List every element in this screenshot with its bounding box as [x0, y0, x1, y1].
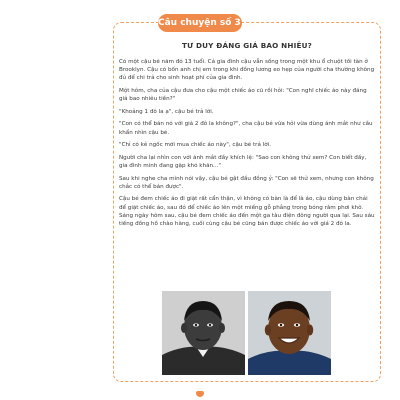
story-body	[119, 58, 375, 233]
paragraph: "Khoảng 1 đô la ạ", cậu bé trả lời.	[119, 108, 214, 115]
page-decoration-icon	[196, 391, 204, 397]
paragraph: "Con có thể bán nó với giá 2 đô la không?", cha cậu bé vừa hỏi vừa dùng ánh mắt như cầu khẩn nhìn cậu bé.	[119, 121, 373, 136]
paragraph: Người cha lại nhìn con với ánh mắt đầy khích lệ: "Sao con không thử xem? Con biết đấy, gia đình mình đang gặp khó khăn..."	[119, 154, 367, 169]
boy-portrait-color-photo	[248, 291, 331, 375]
paragraph: Cậu bé đem chiếc áo đi giặt rất cẩn thận, vì không có bàn là để là áo, cậu dùng bàn chải để giặt chiếc áo, sau đó để chiếc áo lên một miếng gỗ phẳng trong bóng râm phơi khô. Sáng ngày hôm sau, cậu bé đem chiếc áo đến một ga tàu điện đông người qua lại. Sau sáu tiếng đồng hồ chào hàng, cuối cùng cậu bé cũng bán được chiếc áo với giá 2 đô la.	[119, 196, 375, 227]
story-title: TƯ DUY ĐÁNG GIÁ BAO NHIÊU?	[181, 41, 313, 50]
paragraph: Sau khi nghe cha mình nói vậy, cậu bé gật đầu đồng ý: "Con sẽ thử xem, nhưng con không chắc có thể bán được".	[119, 175, 374, 190]
story-number-badge: Câu chuyện số 3 :	[158, 14, 242, 32]
paragraph: Có một cậu bé năm đó 13 tuổi. Cả gia đình cậu vẫn sống trong một khu ổ chuột tồi tàn ở Brooklyn. Cậu có bốn anh chị em trong khi đồng lương eo hẹp của người cha thường không đủ để chi trả cho sinh hoạt phí của gia đình.	[119, 59, 375, 82]
photo-row	[162, 291, 332, 375]
paragraph: Một hôm, cha của cậu đưa cho cậu một chiếc áo cũ rồi hỏi: "Con nghĩ chiếc áo này đáng giá bao nhiêu tiền?"	[119, 88, 367, 103]
paragraph: "Chỉ có kẻ ngốc mới mua chiếc áo này", cậu bé trả lời.	[119, 142, 271, 149]
boy-portrait-bw-photo	[162, 291, 245, 375]
